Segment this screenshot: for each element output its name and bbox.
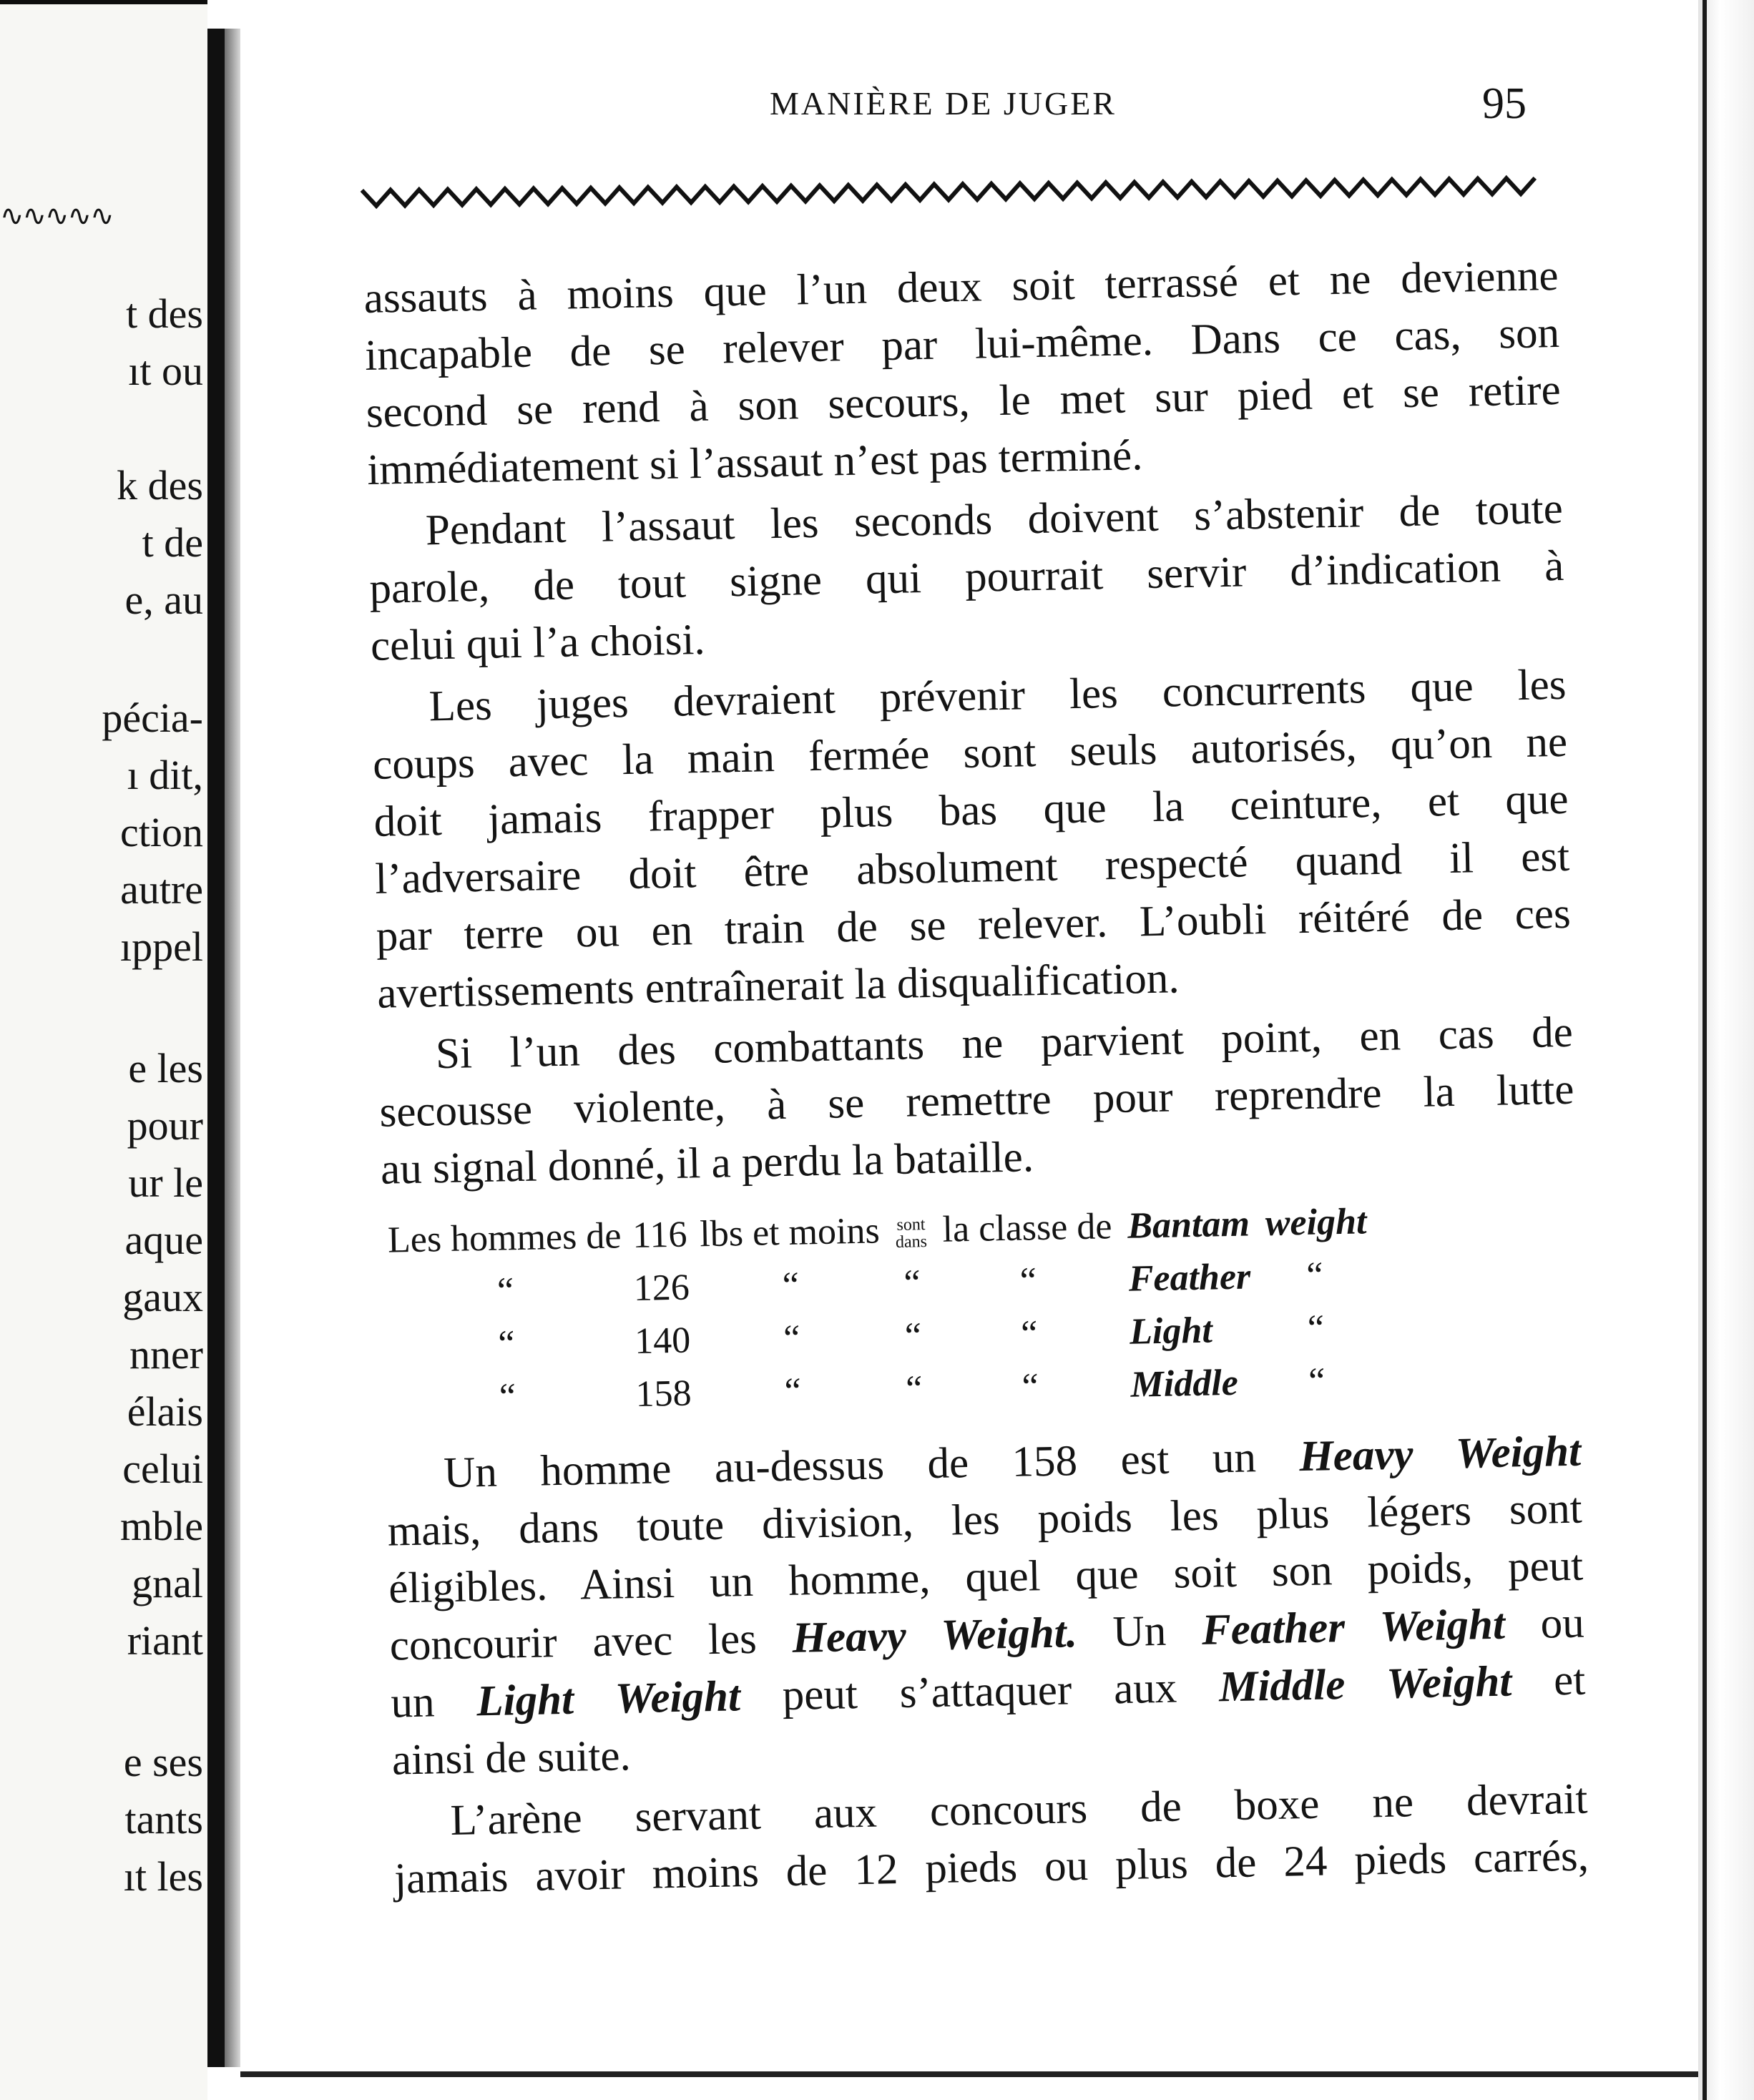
left-page-line: ıt ou [128,348,203,394]
ditto-mark: “ [1021,1366,1039,1408]
top-edge-left [0,0,207,4]
paragraph-2 [368,481,1565,675]
text-line: ainsi de suite. [391,1732,632,1785]
page-number: 95 [1482,79,1527,128]
main-text-block [363,247,1589,1913]
text-run: Un homme au-dessus de 158 est un [443,1433,1300,1498]
left-page-line: e, au [124,576,203,623]
ditto-mark: “ [1305,1255,1324,1296]
table-cell: Les hommes de [387,1215,622,1261]
paragraph-5 [386,1423,1587,1790]
ditto-mark: “ [499,1376,516,1418]
text-line: second se rend à son secours, le met sur pied et se retire [366,365,1562,437]
table-cell [885,1204,937,1257]
ditto-mark: “ [905,1368,923,1410]
stacked-verb [895,1216,927,1251]
left-page-line: ıppel [120,923,203,970]
right-page [240,13,1698,2073]
text-line: au signal donné, il a perdu la bataille. [380,1133,1034,1194]
ditto-mark: “ [1020,1313,1038,1355]
left-page-fragment [0,0,207,2100]
gutter-gradient [225,29,240,2067]
left-page-line: ıt les [123,1853,203,1900]
zigzag-ornament-rule [362,170,1535,213]
text-line: immédiatement si l’assaut n’est pas terminé. [366,431,1143,494]
left-page-line: autre [120,866,203,913]
stacked-top: sont [896,1215,926,1235]
ditto-mark: “ [784,1370,802,1412]
text-run: Un [1077,1606,1202,1657]
text-line: mais, dans toute division, les poids les plus légers sont [387,1484,1583,1556]
table-cell: 158 [635,1373,692,1415]
table-cell: lbs et moins [699,1210,881,1255]
table-cell: 126 [633,1267,690,1310]
text-run: ou [1504,1599,1585,1649]
left-page-line: t des [126,290,203,337]
ditto-mark: “ [497,1323,516,1365]
left-page-line: celui [122,1446,203,1492]
running-title: MANIÈRE DE JUGER [770,85,1117,122]
italic-term: Heavy Weight. [791,1609,1078,1662]
left-page-line: aque [124,1217,203,1263]
text-line: parole, de tout signe qui pourrait servir d’indication à [368,541,1564,613]
stacked-bottom: dans [895,1232,928,1252]
text-line: L’arène servant aux concours de boxe ne devrait [449,1775,1588,1845]
left-page-line: gaux [122,1274,203,1320]
left-page-line: pécia- [102,695,203,741]
weight-class-name: Bantam [1127,1203,1250,1247]
ditto-mark: “ [782,1265,800,1307]
right-edge-line [1702,0,1707,2100]
text-line: doit jamais frapper plus bas que la ceinture, et que [373,775,1569,846]
text-run: et [1511,1656,1586,1706]
text-line: Les juges devraient prévenir les concurrents que les [428,660,1567,731]
paragraph-4 [378,1004,1575,1199]
left-page-line: nner [129,1331,203,1378]
left-page-line: ur le [128,1159,203,1206]
paragraph-1 [363,247,1562,499]
table-cell: weight [1265,1201,1367,1245]
left-page-line: k des [117,462,203,509]
weight-class-table [381,1195,1376,1426]
ditto-mark: “ [496,1270,514,1312]
text-line: Si l’un des combattants ne parvient point, en cas de [435,1008,1574,1079]
gutter-shadow [207,29,225,2067]
left-page-line: gnal [132,1560,203,1606]
weight-class-name: Feather [1128,1256,1251,1300]
text-line: avertissements entraînerait la disqualification. [376,954,1180,1018]
italic-term: Light Weight [476,1672,741,1726]
paragraph-3 [371,657,1572,1023]
left-page-line: t de [142,519,203,566]
ditto-mark: “ [1307,1307,1325,1349]
ditto-mark: “ [783,1318,800,1359]
text-line: celui qui l’a choisi. [370,615,706,670]
left-page-line: mble [120,1503,203,1549]
left-page-line: tants [124,1796,203,1843]
bottom-page-edge [240,2071,1754,2077]
table-cell: 140 [634,1320,691,1362]
text-line: par terre ou en train de se relever. L’oubli réitéré de ces [376,889,1572,961]
left-page-line: e ses [123,1739,203,1785]
text-run: peut s’attaquer aux [740,1663,1220,1721]
table-cell: la classe de [942,1206,1112,1250]
text-line: assauts à moins que l’un deux soit terrassé et ne devienne [363,251,1559,323]
text-line: secousse violente, à se remettre pour reprendre la lutte [378,1065,1574,1137]
ditto-mark: “ [1019,1260,1037,1302]
italic-term: Heavy Weight [1298,1427,1582,1481]
table-cell: 116 [632,1214,687,1257]
italic-term: Middle Weight [1218,1657,1512,1712]
weight-class-name: Middle [1130,1362,1239,1405]
ditto-mark: “ [1308,1360,1326,1402]
left-page-line: e les [128,1045,203,1091]
text-line: éligibles. Ainsi un homme, quel que soit son poids, peut [388,1541,1584,1613]
left-page-line: ı dit, [127,752,203,798]
left-page-line: élais [127,1388,203,1435]
text-line: incapable de se relever par lui-même. Dans ce cas, son [364,308,1560,380]
left-page-line: riant [127,1617,203,1664]
text-line: l’adversaire doit être absolument respecté quand il est [374,832,1570,903]
left-page-line: pour [127,1102,203,1149]
text-run: un [390,1677,478,1727]
ditto-mark: “ [903,1262,921,1304]
text-line: Pendant l’assaut les seconds doivent s’abstenir de toute [425,484,1564,555]
left-ornament-rule: ∿∿∿∿∿ [0,200,113,232]
text-line: coups avec la main fermée sont seuls autorisés, qu’on ne [372,717,1568,789]
italic-term: Feather Weight [1201,1600,1506,1654]
left-page-line: ction [120,809,203,855]
text-run: concourir avec les [389,1614,793,1670]
ditto-mark: “ [904,1315,922,1357]
paragraph-6 [393,1771,1589,1908]
text-line: jamais avoir moins de 12 pieds ou plus de 24 pieds carrés, [393,1832,1589,1903]
weight-class-name: Light [1129,1310,1213,1353]
